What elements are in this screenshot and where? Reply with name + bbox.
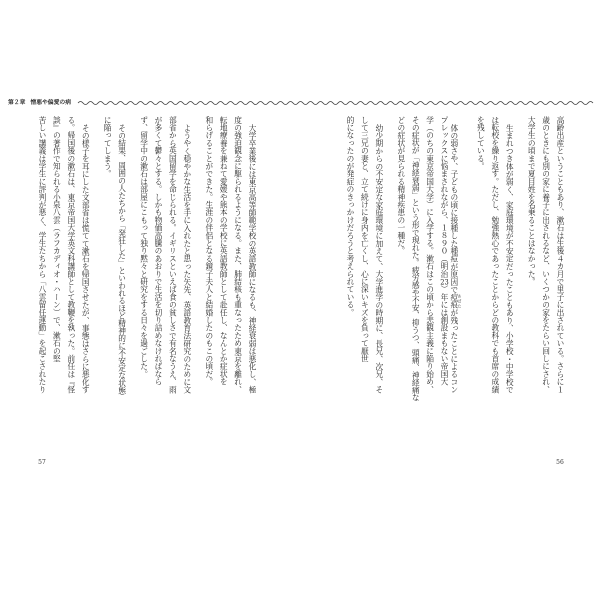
text-column: 的になったのが発症のきっかけだろうと考えられている。 [346,116,355,317]
text-column: 大学生の頃まで夏目姓を名乗ることはなかった。 [527,116,537,286]
text-column: 部省から英国留学を命じられる。イギリスといえば食の貧しさで有名なうえ、雨 [168,116,178,394]
ruby-base: 痘痕 [449,293,459,309]
text-column: 高齢出産ということもあり、漱石は生後４カ月で里子に出されている。さらに１ [556,116,565,394]
ruby-text: あばた [457,293,463,309]
text-segment: 体の弱さや、子どもの頃に接種した種痘が原因で [449,123,459,294]
text-column: 歳のときにも別の家に養子に出されるなど、いくつかの家をたらい回しにされ、 [541,116,551,394]
text-column [440,116,448,386]
ruby-annotation [449,293,463,309]
text-column: その結果、周囲の人たちから「発狂した」といわれるほど精神的に不安定な状態 [117,123,127,394]
text-column: に陥ってしまう。 [103,116,113,178]
text-column: を残している。 [476,116,486,170]
text-segment: ）年には創設まもない帝国大 [440,285,449,386]
text-column: その症状が「神経衰弱」という形で現れた。疲労感や不安、抑うつ、頭痛、神経痛な [411,116,421,401]
text-segment: が残ったことによるコン [449,308,459,394]
text-column: る。帰国後の漱石は、東京帝国大学英文科講師として教鞭を執った。前任は『怪 [66,116,76,394]
text-column: は転校を繰り返す。ただし、勉強熱心であったことからどの教科でも首席の成績 [490,116,500,394]
text-column: 幼少期からの不安定な家庭環境に加えて、大学進学の時期に、長兄、次兄、そ [374,123,384,394]
text-column: 和らげることができた。生涯の伴侶となる鏡子夫人と結婚したのもこの頃だ。 [204,116,214,386]
text-column: 苦しい講義は学生に評判が悪く、学生たちから「八雲留任運動」を起こされたり [38,116,47,394]
chapter-number: 第２章 [8,100,26,106]
tate-chu-yoko-number: 23 [440,277,449,286]
text-column: どの症状が見られる精神疾患の一種だ。 [396,116,406,255]
chapter-title: 憎悪や偏愛の病 [30,100,71,106]
text-column: その様子を耳にした文部省は慌てて漱石を帰国させたが、事態はさらに悪化す [81,123,91,394]
page-number: 56 [556,459,564,466]
text-column: ず、留学中の漱石は部屋にこもって独り黙々と研究をする日々を過ごした。 [139,116,149,378]
text-segment: プレックスに悩まされながら、１８９０（明治 [440,116,449,278]
text-column [449,116,463,394]
page-number: 57 [38,459,46,466]
wavy-rule [0,96,600,110]
text-column: 談』の著作で知られる小泉八雲（ラフカディオ・ハーン）で、漱石の堅 [52,116,62,363]
text-column: 学（のちの東京帝国大学）に入学する。漱石はこの頃から悲観主義に陥り始め、 [425,116,435,394]
text-column: して三兄の妻と、立て続けに身内を亡くし、心に深いキズを負って厭世 [360,116,370,363]
text-column: ようやく穏やかな生活を手に入れたと思った矢先、英語教育法研究のために文 [182,123,192,394]
text-column: 大学卒業後には東京高等師範学校の英語教師になるも、神経衰弱は悪化し、極 [248,123,257,394]
text-column: 生まれつき体が弱く、家庭環境が不安定だったこともあり、小学校・中学校で [505,123,515,394]
text-column: が多くて鬱々とする。しかも物価高騰のあおりで生活を切り詰めなければなら [154,116,163,386]
text-column: 度の強迫観念に駆られるようになる。また、肺結核も重なったため東京を離れ、 [233,116,243,394]
text-column: 転地療養を兼ねて愛媛や熊本の学校に英語教師として赴任し、なんとか症状を [219,116,229,386]
